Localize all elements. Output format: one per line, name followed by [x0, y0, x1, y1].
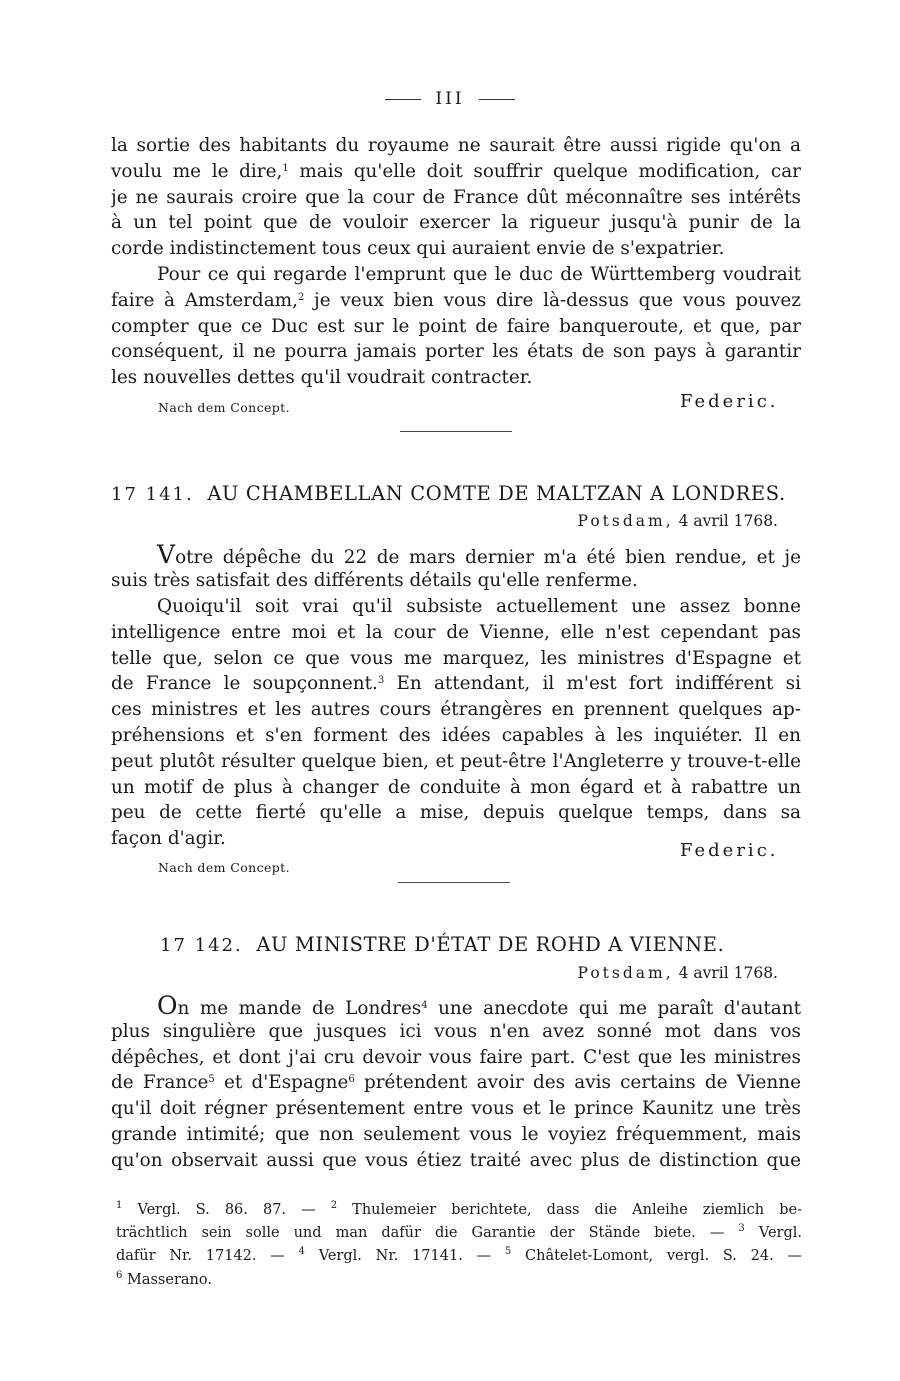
text-line [111, 568, 801, 594]
line-text: n me mande de Londres [177, 998, 422, 1019]
footnote-reference: 5 [208, 1074, 215, 1086]
line-text: je veux bien vous dire là-dessus que vous pouvez [304, 289, 801, 311]
line-text: telle que, selon ce que vous me marquez, les ministres d'Espagne et [111, 647, 801, 669]
section-rule-2 [398, 882, 510, 883]
text-line [111, 339, 801, 365]
text-line [111, 749, 801, 775]
line-text: à un tel point que de vouloir exercer la rigueur jusqu'à punir de la [111, 212, 801, 234]
signature-1: Federic. [680, 391, 779, 412]
line-text: plus singulière que jusques ici vous n'en avez sonné mot dans vos [111, 1020, 801, 1042]
footnote-line [116, 1199, 802, 1222]
letter-title: AU MINISTRE D'ÉTAT DE ROHD A VIENNE. [256, 933, 725, 956]
letter-heading-17142 [160, 933, 724, 956]
line-text: suis très satisfait des différents détails qu'elle renferme. [111, 569, 638, 591]
letter-17141-paragraph-2 [111, 594, 801, 852]
footnote-reference: 3 [377, 675, 385, 687]
dateline-date: 4 avril 1768. [678, 964, 778, 982]
head-dash-left [385, 99, 421, 100]
line-text: de France [111, 1072, 209, 1094]
dateline-17141 [578, 512, 778, 530]
footnote-reference: 6 [116, 1269, 123, 1281]
letter-number: 17 142. [160, 935, 243, 956]
footnote-reference: 6 [348, 1074, 355, 1086]
line-text: compter que ce Duc est sur le point de faire banqueroute, et que, par [111, 315, 801, 337]
text-line [111, 775, 801, 801]
line-text: Vergl. S. 86. 87. — [122, 1202, 331, 1218]
text-line [111, 1019, 801, 1045]
text-line [111, 993, 801, 1019]
signature-2: Federic. [680, 840, 779, 861]
line-text: dafür Nr. 17142. — [116, 1248, 299, 1265]
letter-17142-paragraph-1 [111, 993, 801, 1174]
text-line [111, 236, 801, 262]
text-line [111, 594, 801, 620]
line-text: En attendant, il m'est fort indifférent si [384, 673, 801, 695]
footnotes [116, 1199, 802, 1292]
footnote-reference: 2 [330, 1200, 338, 1211]
text-line [111, 1045, 801, 1071]
text-line [111, 1148, 801, 1174]
line-text: voulu me le dire, [111, 160, 283, 182]
line-text: de France le soupçonnent. [111, 673, 378, 695]
line-text: façon d'agir. [111, 828, 226, 850]
line-text: Châtelet-Lomont, vergl. S. 24. — [511, 1248, 802, 1265]
letter-number: 17 141. [111, 484, 194, 505]
line-text: un motif de plus à changer de conduite à mon égard et à rabattre un [111, 776, 801, 798]
line-text: une anecdote qui me paraît d'autant [427, 998, 801, 1019]
line-text: dépêches, et dont j'ai cru devoir vous faire part. C'est que les ministres [111, 1046, 801, 1068]
letter-title: AU CHAMBELLAN COMTE DE MALTZAN A LONDRES. [207, 482, 786, 505]
source-note-2: Nach dem Concept. [158, 860, 290, 875]
line-text: faire à Amsterdam, [111, 289, 298, 311]
text-line [111, 646, 801, 672]
line-text: conséquent, il ne pourra jamais porter les états de son pays à garantir [111, 341, 801, 363]
text-line [111, 210, 801, 236]
dateline-place: Potsdam, [577, 964, 674, 982]
line-text: otre dépêche du 22 de mars dernier m'a été bien rendue, et je [175, 547, 801, 568]
dateline-date: 4 avril 1768. [678, 512, 778, 530]
footnote-reference: 4 [298, 1246, 305, 1258]
line-text: je ne saurais croire que la cour de France dût méconnaître ses intérêts [111, 186, 801, 208]
text-line [111, 697, 801, 723]
footnote-line [116, 1245, 802, 1268]
initial-letter: V [157, 542, 176, 568]
text-line [111, 800, 801, 826]
line-text: grande intimité; que non seulement vous le voyiez fréquemment, mais [111, 1123, 801, 1145]
text-line [111, 723, 801, 749]
dateline-place: Potsdam, [577, 512, 674, 530]
letter-heading-17141 [111, 482, 786, 505]
source-note-1: Nach dem Concept. [158, 400, 290, 415]
footnote-reference: 3 [738, 1223, 745, 1235]
continuation-paragraph-1 [111, 133, 801, 262]
running-head [0, 89, 900, 109]
line-text: trächtlich sein solle und man dafür die Garantie der Stände biete. — [116, 1225, 739, 1242]
line-text: préhensions et s'en forment des idées capables à les inquiéter. Il en [111, 724, 801, 746]
line-text: Vergl. Nr. 17141. — [304, 1248, 505, 1265]
initial-letter: O [157, 993, 178, 1019]
text-line [111, 1122, 801, 1148]
text-line [111, 288, 801, 314]
footnote-reference: 4 [421, 1000, 428, 1011]
line-text: peut plutôt résulter quelque bien, et peut-être l'Angleterre y trouve-t-elle [111, 750, 801, 772]
footnote-reference: 2 [297, 291, 305, 303]
text-line [111, 671, 801, 697]
dateline-17142 [578, 964, 778, 982]
text-line [111, 133, 801, 159]
text-line [111, 365, 801, 391]
line-text: et d'Espagne [214, 1072, 349, 1094]
line-text: Vergl. [744, 1225, 802, 1242]
footnote-line [116, 1222, 802, 1245]
text-line [111, 620, 801, 646]
footnote-reference: 1 [282, 162, 289, 174]
text-line [111, 262, 801, 288]
page-number: III [435, 89, 465, 109]
line-text: qu'on observait aussi que vous étiez traité avec plus de distinction que [111, 1149, 801, 1171]
continuation-paragraph-2 [111, 262, 801, 391]
letter-17141-paragraph-1 [111, 542, 801, 594]
line-text: Masserano. [122, 1271, 212, 1288]
line-text: intelligence entre moi et la cour de Vienne, elle n'est cependant pas [111, 621, 801, 643]
footnote-line [116, 1269, 802, 1292]
line-text: ces ministres et les autres cours étrangères en prennent quelques ap- [111, 699, 801, 721]
line-text: corde indistinctement tous ceux qui auraient envie de s'expatrier. [111, 238, 725, 260]
text-line [111, 185, 801, 211]
line-text: Pour ce qui regarde l'emprunt que le duc de Württemberg voudrait [157, 264, 801, 285]
text-line [111, 1070, 801, 1096]
line-text: mais qu'elle doit souffrir quelque modification, car [288, 160, 801, 182]
line-text: qu'il doit régner présentement entre vous et le prince Kaunitz une très [111, 1098, 801, 1120]
text-line [111, 159, 801, 185]
line-text: peu de cette fierté qu'elle a mise, depuis quelque temps, dans sa [111, 802, 801, 824]
section-rule-1 [400, 431, 512, 432]
footnote-reference: 5 [504, 1246, 512, 1258]
line-text: les nouvelles dettes qu'il voudrait contracter. [111, 367, 533, 389]
footnote-reference: 1 [116, 1200, 123, 1211]
text-line [111, 1096, 801, 1122]
line-text: Thulemeier berichtete, dass die Anleihe ziemlich be- [337, 1202, 802, 1218]
text-line [111, 542, 801, 568]
head-dash-right [479, 99, 515, 100]
line-text: Quoiqu'il soit vrai qu'il subsiste actuellement une assez bonne [157, 596, 801, 617]
text-line [111, 314, 801, 340]
line-text: prétendent avoir des avis certains de Vienne [354, 1072, 801, 1094]
line-text: la sortie des habitants du royaume ne saurait être aussi rigide qu'on a [111, 135, 801, 156]
